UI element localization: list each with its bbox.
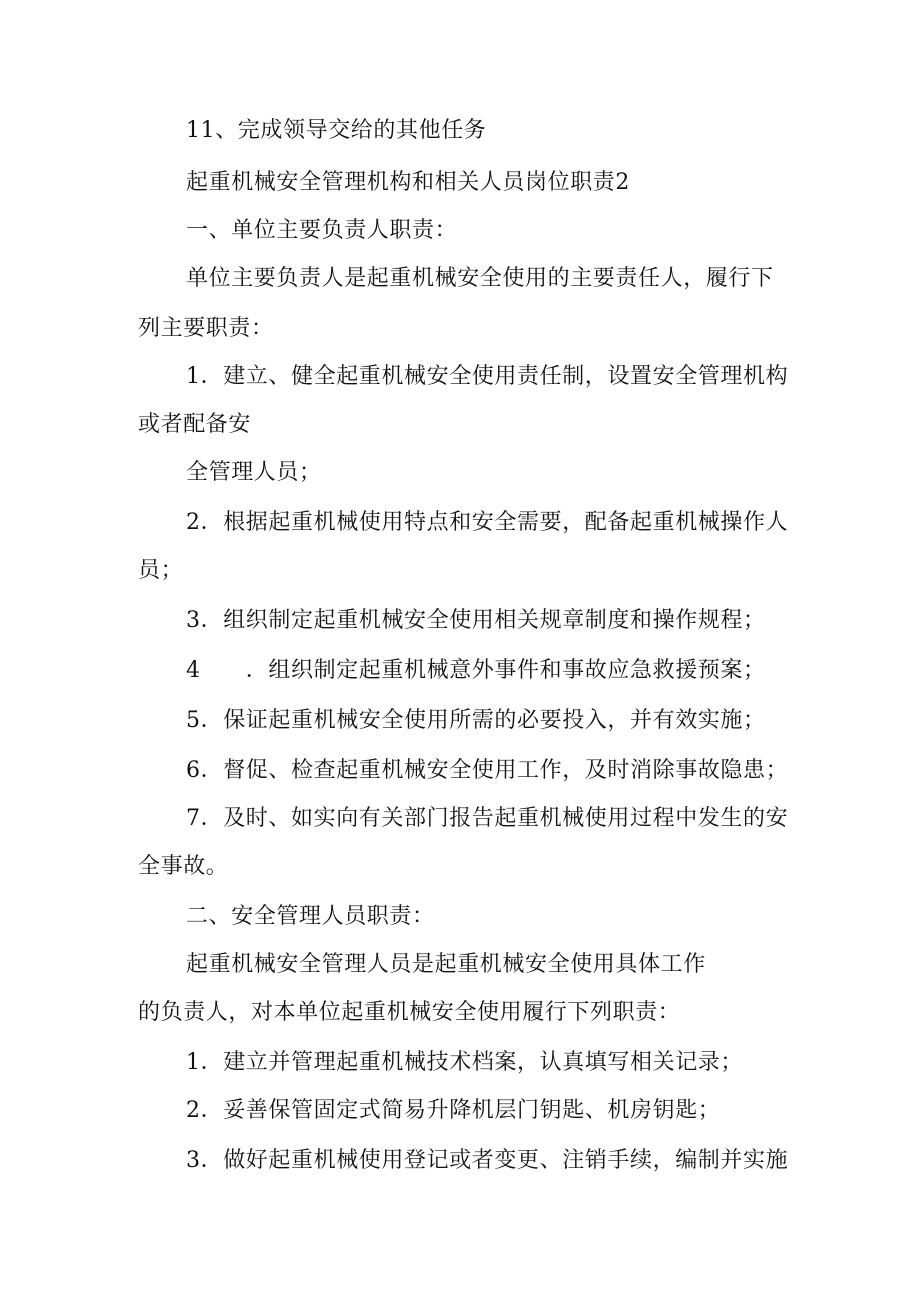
- duty-item-6: 6．督促、检查起重机械安全使用工作，及时消除事故隐患；: [186, 758, 789, 783]
- section-title: 起重机械安全管理机构和相关人员岗位职责2: [186, 170, 630, 195]
- manager-item-3: 3．做好起重机械使用登记或者变更、注销手续，编制并实施: [186, 1148, 789, 1173]
- paragraph-line: 全管理人员；: [186, 460, 322, 485]
- paragraph-line: 的负责人，对本单位起重机械安全使用履行下列职责：: [138, 1000, 681, 1025]
- paragraph-line: 起重机械安全管理人员是起重机械安全使用具体工作: [186, 952, 706, 977]
- duty-item-7: 7．及时、如实向有关部门报告起重机械使用过程中发生的安: [186, 806, 789, 831]
- manager-item-2: 2．妥善保管固定式简易升降机层门钥匙、机房钥匙；: [186, 1098, 721, 1123]
- duty-item-3: 3．组织制定起重机械安全使用相关规章制度和操作规程；: [186, 608, 766, 633]
- task-item-11: 11、完成领导交给的其他任务: [186, 118, 487, 143]
- heading-principal-duties: 一、单位主要负责人职责：: [186, 218, 458, 243]
- duty-item-1: 1．建立、健全起重机械安全使用责任制，设置安全管理机构: [186, 364, 789, 389]
- paragraph-line: 全事故。: [138, 854, 229, 879]
- paragraph-line: 单位主要负责人是起重机械安全使用的主要责任人，履行下: [186, 266, 774, 291]
- duty-item-2: 2．根据起重机械使用特点和安全需要，配备起重机械操作人: [186, 510, 789, 535]
- paragraph-line: 员；: [138, 558, 184, 583]
- duty-item-5: 5．保证起重机械安全使用所需的必要投入，并有效实施；: [186, 708, 766, 733]
- duty-item-4: 4 ．组织制定起重机械意外事件和事故应急救援预案；: [186, 658, 766, 683]
- manager-item-1: 1．建立并管理起重机械技术档案，认真填写相关记录；: [186, 1050, 743, 1075]
- heading-safety-manager-duties: 二、安全管理人员职责：: [186, 904, 435, 929]
- paragraph-line: 列主要职责：: [138, 316, 274, 341]
- paragraph-line: 或者配备安: [138, 412, 252, 437]
